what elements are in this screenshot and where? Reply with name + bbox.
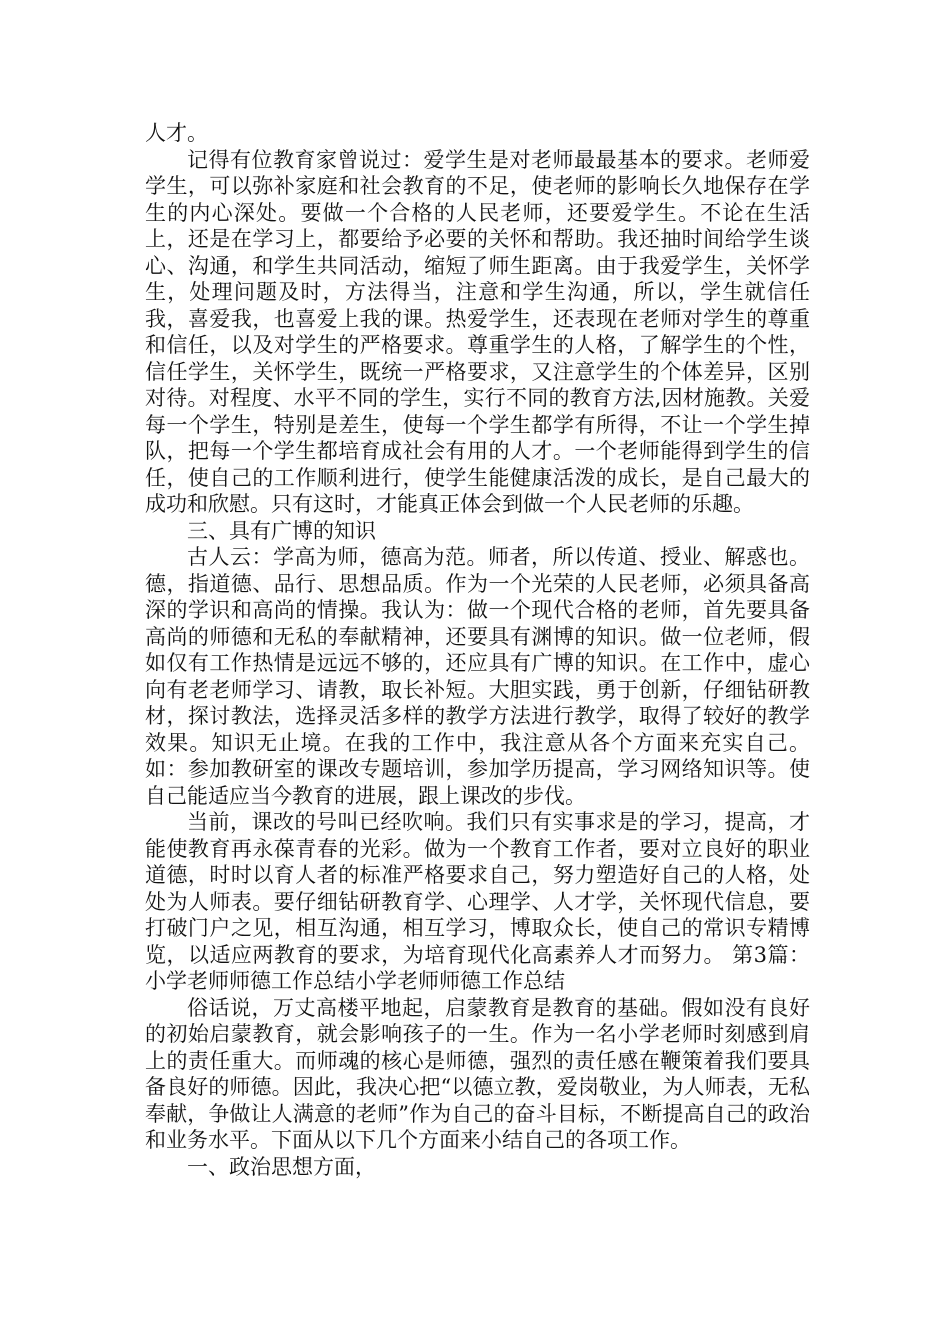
document-page: [145, 120, 810, 1180]
paragraph-knowledge: 古人云：学高为师，德高为范。师者，所以传道、授业、解惑也。德，指道德、品行、思想品质。作为一个光荣的人民老师，必须具备高深的学识和高尚的情操。我认为：做一个现代合格的老师，首先要具备高尚的师德和无私的奉献精神，还要具有渊博的知识。做一位老师，假如仅有工作热情是远远不够的，还应具有广博的知识。在工作中，虚心向有老老师学习、请教，取长补短。大胆实践，勇于创新，仔细钻研教材，探讨教法，选择灵活多样的教学方法进行教学，取得了较好的教学效果。知识无止境。在我的工作中，我注意从各个方面来充实自己。如：参加教研室的课改专题培训，参加学历提高，学习网络知识等。使自己能适应当今教育的进展，跟上课改的步伐。: [145, 545, 810, 808]
paragraph-continuation: 人才。: [145, 121, 208, 145]
paragraph-curriculum-reform: 当前，课改的号叫已经吹响。我们只有实事求是的学习，提高，才能使教育再永葆青春的光彩。做为一个教育工作者，要对立良好的职业道德，时时以育人者的标准严格要求自己，努力塑造好自己的人格，处处为人师表。要仔细钻研教育学、心理学、人才学，关怀现代信息，要打破门户之见，相互沟通，相互学习，博取众长，使自己的常识专精博览，以适应两教育的要求，为培育现代化高素养人才而努力。 第3篇：小学老师师德工作总结小学老师师德工作总结: [145, 810, 810, 993]
section-heading-political: 一、政治思想方面，: [187, 1154, 376, 1179]
paragraph-enlightenment: 俗话说，万丈高楼平地起，启蒙教育是教育的基础。假如没有良好的初始启蒙教育，就会影响孩子的一生。作为一名小学老师时刻感到肩上的责任重大。而师魂的核心是师德，强烈的责任感在鞭策着我们要具备良好的师德。因此，我决心把“以德立教，爱岗敬业，为人师表，无私奉献，争做让人满意的老师”作为自己的奋斗目标，不断提高自己的政治和业务水平。下面从以下几个方面来小结自己的各项工作。: [145, 995, 810, 1152]
section-heading-knowledge: 三、具有广博的知识: [187, 518, 376, 543]
paragraph-love-students: 记得有位教育家曾说过：爱学生是对老师最最基本的要求。老师爱学生，可以弥补家庭和社会教育的不足，使老师的影响长久地保存在学生的内心深处。要做一个合格的人民老师，还要爱学生。不论在生活上，还是在学习上，都要给予必要的关怀和帮助。我还抽时间给学生谈心、沟通，和学生共同活动，缩短了师生距离。由于我爱学生，关怀学生，处理问题及时，方法得当，注意和学生沟通，所以，学生就信任我，喜爱我，也喜爱上我的课。热爱学生，还表现在老师对学生的尊重和信任，以及对学生的严格要求。尊重学生的人格，了解学生的个性，信任学生，关怀学生，既统一严格要求，又注意学生的个体差异，区别对待。对程度、水平不同的学生，实行不同的教育方法,因材施教。关爱每一个学生，特别是差生，使每一个学生都学有所得，不让一个学生掉队，把每一个学生都培育成社会有用的人才。一个老师能得到学生的信任，使自己的工作顺利进行，使学生能健康活泼的成长，是自己最大的成功和欣慰。只有这时，才能真正体会到做一个人民老师的乐趣。: [145, 147, 810, 516]
